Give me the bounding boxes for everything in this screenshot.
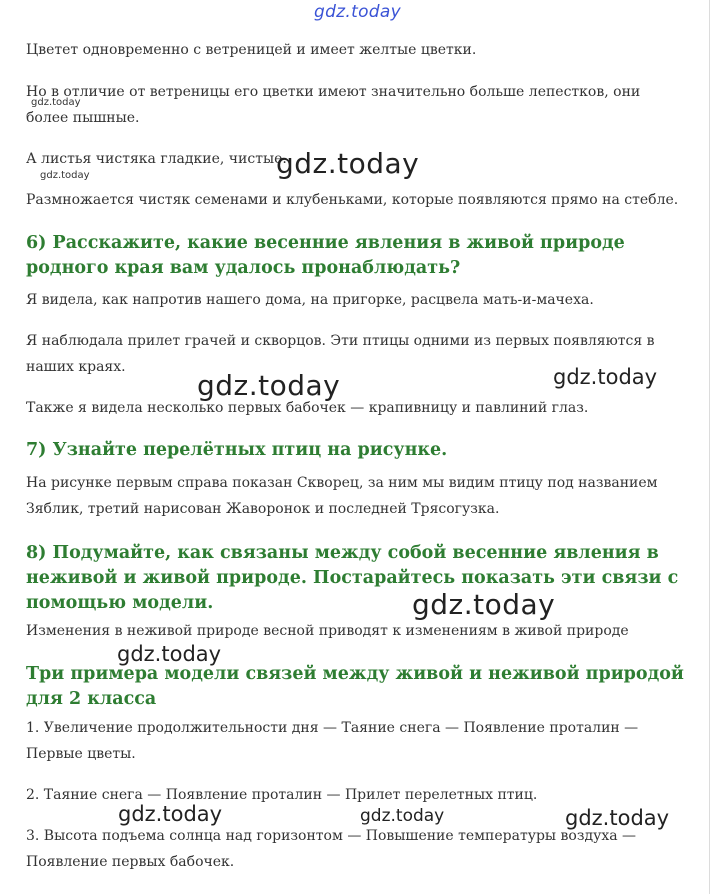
paragraph-reproduction: Размножается чистяк семенами и клубеньками, которые появляются прямо на стебле. <box>26 192 679 208</box>
paragraph-petals: Но в отличие от ветреницы его цветки имеют значительно больше лепестков, они более пышные. <box>26 84 641 126</box>
paragraph-birds-arrival: Я наблюдала прилет грачей и скворцов. Эти птицы одними из первых появляются в наших краях. <box>26 333 655 375</box>
heading-question-6: 6) Расскажите, какие весенние явления в живой природе родного края вам удалось пронаблюдать? <box>26 233 625 278</box>
paragraph-coltsfoot: Я видела, как напротив нашего дома, на пригорке, расцвела мать-и-мачеха. <box>26 292 594 308</box>
watermark-small: gdz.today <box>40 170 90 181</box>
watermark-top: gdz.today <box>314 2 401 22</box>
heading-three-examples: Три примера модели связей между живой и неживой природой для 2 класса <box>26 664 684 709</box>
watermark-medium: gdz.today <box>553 365 658 389</box>
paragraph-butterflies: Также я видела несколько первых бабочек — крапивницу и павлиний глаз. <box>26 400 589 416</box>
watermark-medium: gdz.today <box>565 806 670 830</box>
list-item-example-1: 1. Увеличение продолжительности дня — Таяние снега — Появление проталин — Первые цветы. <box>26 720 639 762</box>
list-item-example-2: 2. Таяние снега — Появление проталин — Прилет перелетных птиц. <box>26 787 538 803</box>
watermark-medium: gdz.today <box>118 802 223 826</box>
watermark-medium: gdz.today <box>117 642 222 666</box>
heading-question-7: 7) Узнайте перелётных птиц на рисунке. <box>26 440 448 460</box>
right-divider <box>709 0 710 894</box>
watermark-medium: gdz.today <box>360 806 445 826</box>
paragraph-birds-picture: На рисунке первым справа показан Скворец, за ним мы видим птицу под названием Зяблик, третий нарисован Жаворонок и последней Трясогузка. <box>26 475 658 517</box>
paragraph-flower-bloom: Цветет одновременно с ветреницей и имеет желтые цветки. <box>26 42 477 58</box>
watermark-small: gdz.today <box>31 97 81 108</box>
paragraph-nature-changes: Изменения в неживой природе весной приводят к изменениям в живой природе <box>26 623 629 639</box>
watermark-large: gdz.today <box>412 588 556 621</box>
heading-question-8: 8) Подумайте, как связаны между собой весенние явления в неживой и живой природе. Постарайтесь показать эти связи с помощью модели. <box>26 543 679 613</box>
watermark-large: gdz.today <box>197 369 341 402</box>
list-item-example-3: 3. Высота подъема солнца над горизонтом — Повышение температуры воздуха — Появление первых бабочек. <box>26 828 637 870</box>
paragraph-leaves: А листья чистяка гладкие, чистые. <box>26 151 287 167</box>
watermark-large: gdz.today <box>276 147 420 180</box>
